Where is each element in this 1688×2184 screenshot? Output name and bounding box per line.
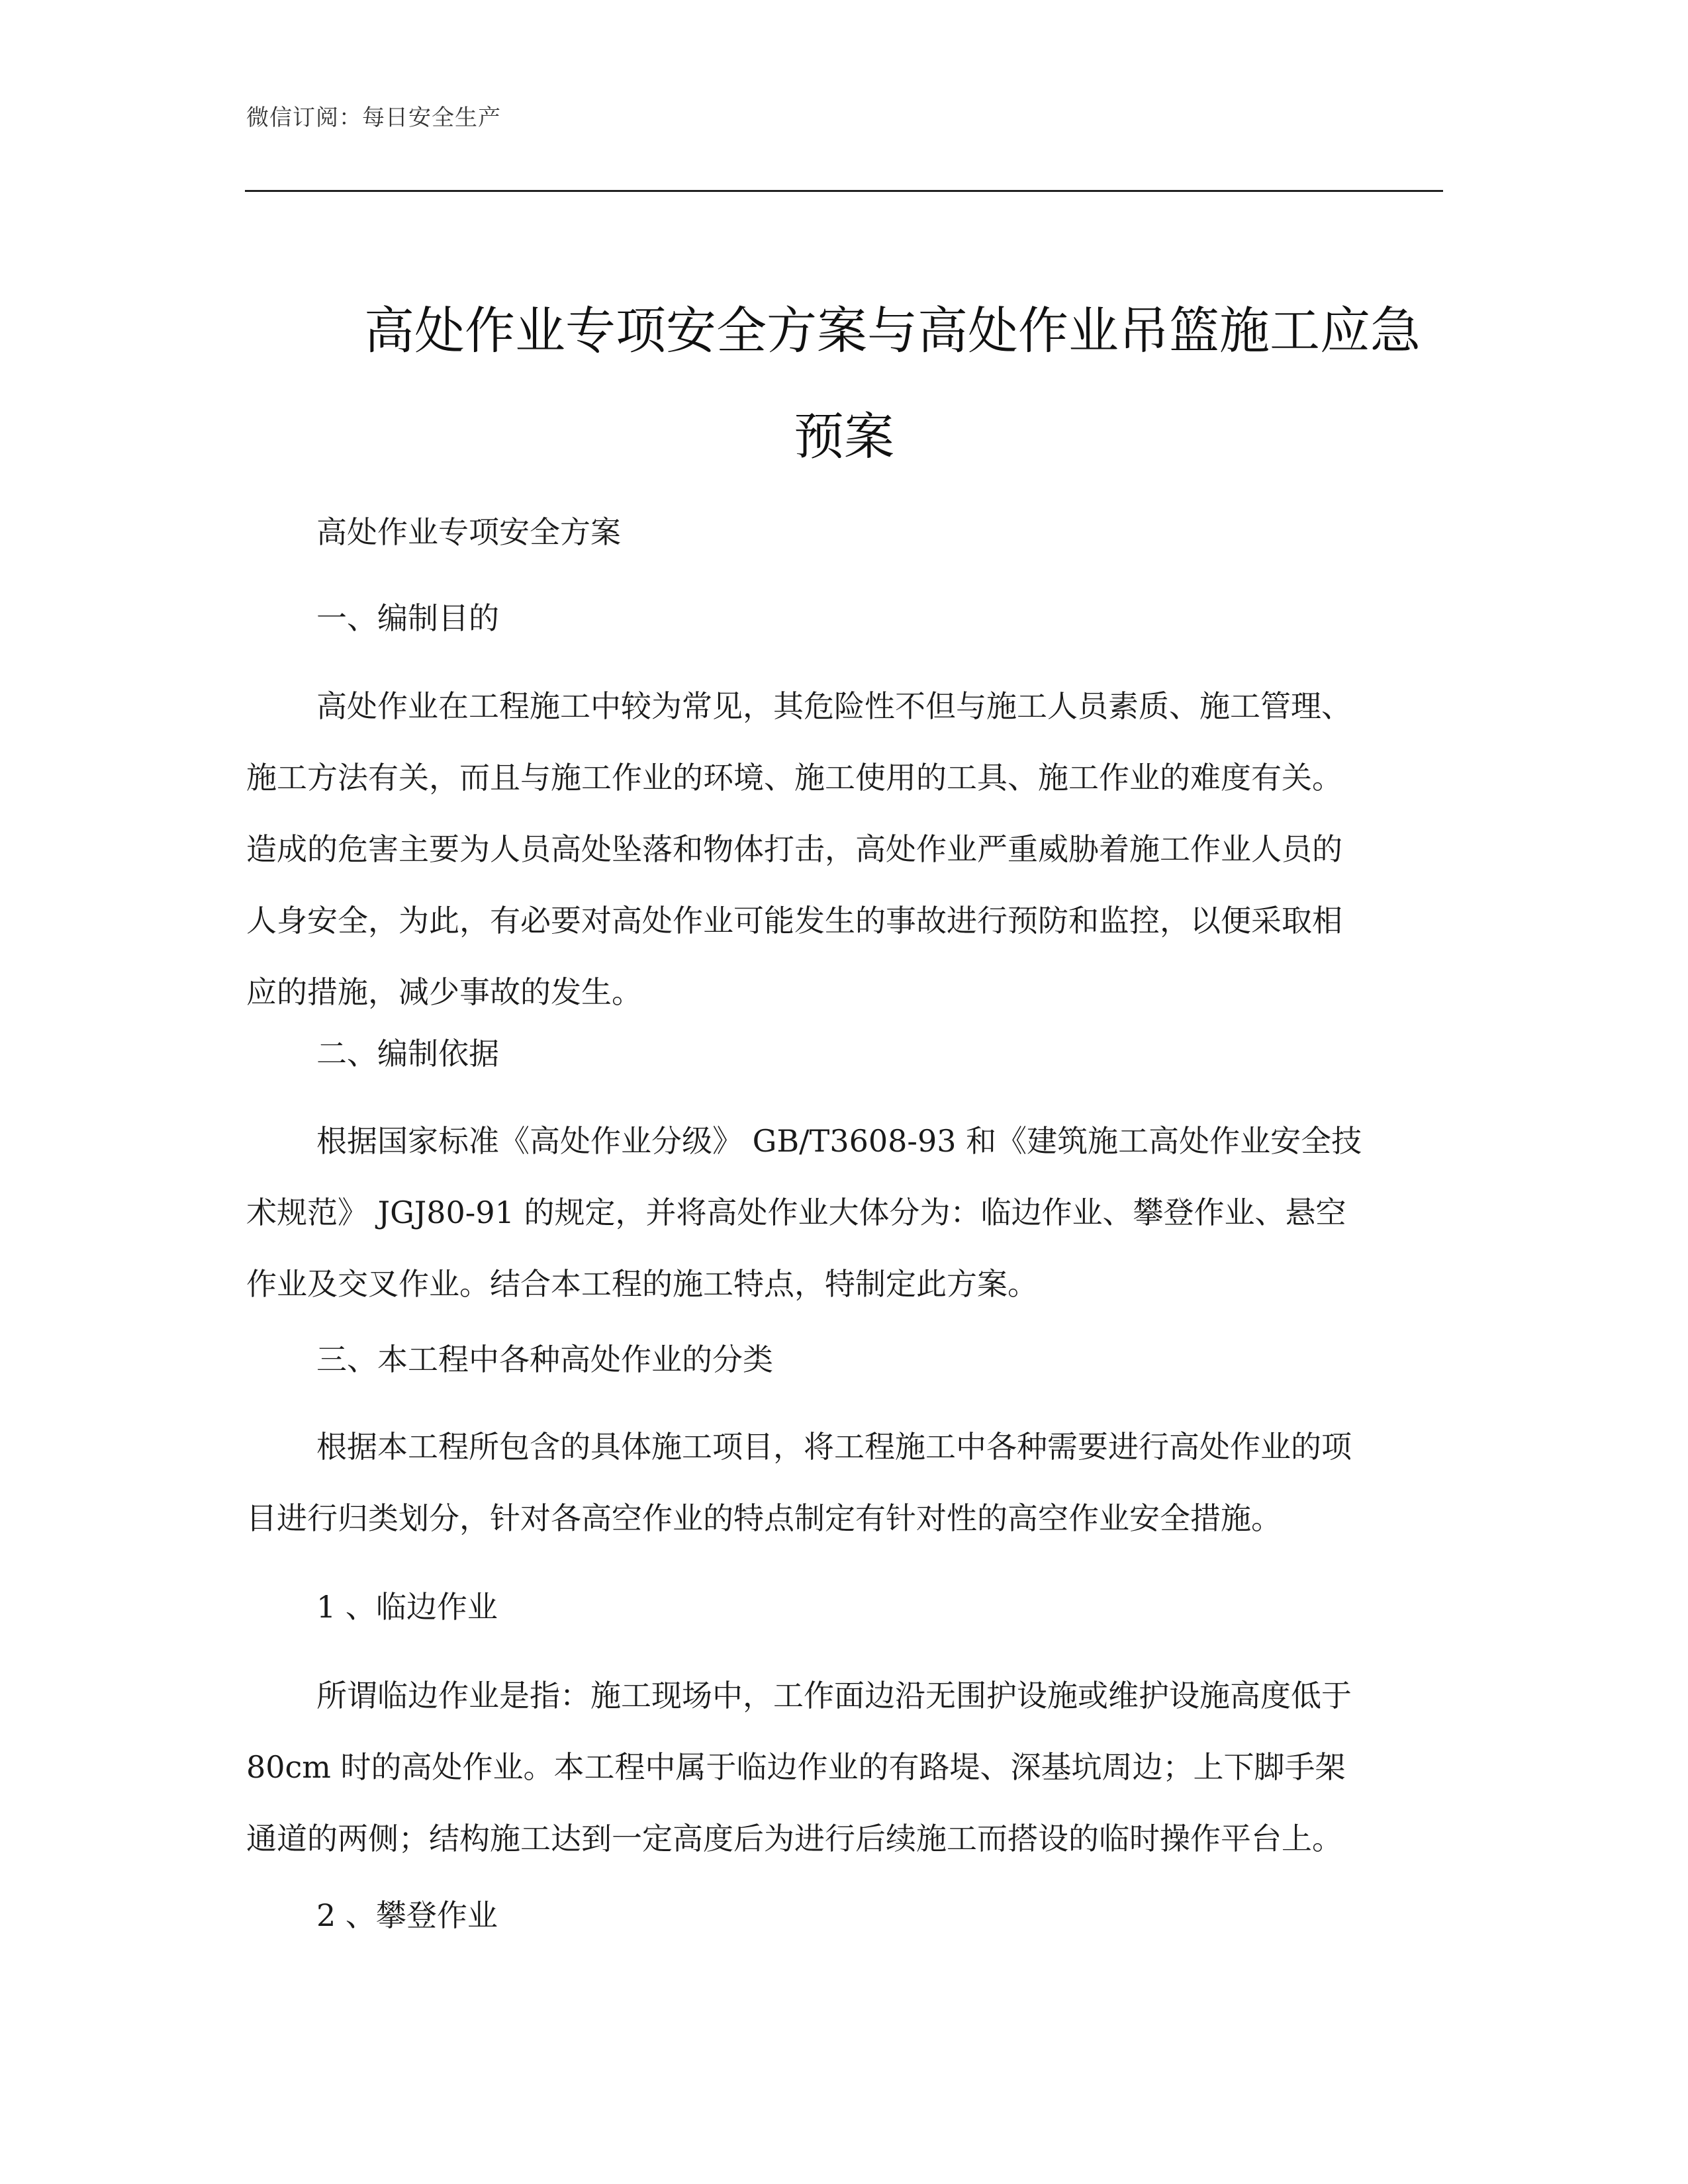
section-heading-3: 三、本工程中各种高处作业的分类 — [316, 1342, 773, 1377]
paragraph-line: 所谓临边作业是指：施工现场中，工作面边沿无围护设施或维护设施高度低于 — [316, 1678, 1352, 1713]
title-line-1: 高处作业专项安全方案与高处作业吊篮施工应急 — [364, 301, 1421, 360]
paragraph-line: 目进行归类划分，针对各高空作业的特点制定有针对性的高空作业安全措施。 — [246, 1500, 1282, 1536]
paragraph-line: 80cm 时的高处作业。本工程中属于临边作业的有路堤、深基坑周边；上下脚手架 — [246, 1749, 1346, 1785]
paragraph-line: 施工方法有关，而且与施工作业的环境、施工使用的工具、施工作业的难度有关。 — [246, 760, 1342, 796]
paragraph-3 — [246, 1411, 1444, 1554]
section-heading-4: 1 、临边作业 — [316, 1589, 498, 1625]
paragraph-line: 术规范》 JGJ80-91 的规定，并将高处作业大体分为：临边作业、攀登作业、悬空 — [246, 1195, 1346, 1230]
paragraph-line: 根据国家标准《高处作业分级》 GB/T3608-93 和《建筑施工高处作业安全技 — [316, 1123, 1362, 1159]
paragraph-line: 根据本工程所包含的具体施工项目，将工程施工中各种需要进行高处作业的项 — [316, 1429, 1352, 1465]
paragraph-line: 高处作业在工程施工中较为常见，其危险性不但与施工人员素质、施工管理、 — [316, 688, 1352, 724]
paragraph-line: 作业及交叉作业。结合本工程的施工特点，特制定此方案。 — [246, 1266, 1038, 1302]
paragraph-line: 造成的危害主要为人员高处坠落和物体打击，高处作业严重威胁着施工作业人员的 — [246, 831, 1342, 867]
paragraph-1 — [246, 670, 1444, 1028]
document-title — [245, 278, 1443, 490]
section-heading-2: 二、编制依据 — [316, 1036, 499, 1071]
paragraph-2 — [246, 1105, 1444, 1320]
header-divider — [245, 190, 1443, 192]
section-heading-1: 一、编制目的 — [316, 600, 499, 636]
section-heading-5: 2 、攀登作业 — [316, 1897, 498, 1933]
header-subscribe-text: 微信订阅：每日安全生产 — [246, 105, 501, 131]
section-main-heading: 高处作业专项安全方案 — [316, 514, 621, 550]
paragraph-line: 通道的两侧；结构施工达到一定高度后为进行后续施工而搭设的临时操作平台上。 — [246, 1821, 1342, 1856]
paragraph-line: 人身安全，为此，有必要对高处作业可能发生的事故进行预防和监控，以便采取相 — [246, 903, 1342, 938]
paragraph-4 — [246, 1660, 1444, 1874]
title-line-2: 预案 — [794, 407, 894, 466]
paragraph-line: 应的措施，减少事故的发生。 — [246, 974, 642, 1010]
